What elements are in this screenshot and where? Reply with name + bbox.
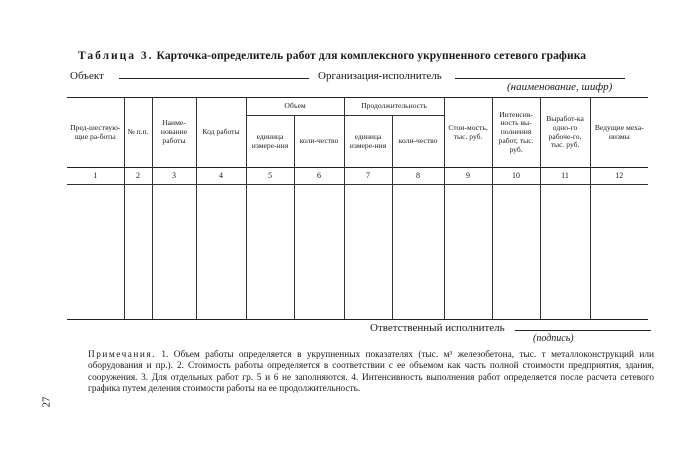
signature-field-line[interactable] (515, 320, 651, 331)
table-cell-empty[interactable] (344, 185, 392, 320)
page-number: 27 (40, 396, 53, 408)
col-number: 2 (124, 168, 152, 185)
group-header-duration: Продолжительность (344, 98, 444, 116)
col-number: 4 (196, 168, 246, 185)
org-field-line[interactable] (455, 68, 625, 79)
object-label: Объект (70, 70, 104, 82)
col-header-duration-unit: единица измере-ния (344, 116, 392, 168)
object-field-line[interactable] (119, 68, 309, 79)
notes-paragraph (88, 350, 654, 396)
notes-text: 1. Объем работы определяется в укрупненных показателях (тыс. м³ железобетона, тыс. т металлоконструкций или оборудования и пр.). 2. Стоимость работы определяется в соответствии с ее объемом как часть полной стоимости предприятия, здания, сооружения. 3. Для отдельных работ гр. 5 и 6 не заполняются. 4. Интенсивность выполнения работ определяется после расчета сетевого графика путем деления стоимости работы на ее продолжительность. (88, 350, 654, 395)
col-header-cost: Стои-мость, тыс. руб. (444, 98, 492, 168)
col-number: 7 (344, 168, 392, 185)
table-title-lead: Таблица 3. (78, 50, 154, 62)
responsible-row (370, 320, 651, 334)
table-cell-empty[interactable] (124, 185, 152, 320)
col-number: 11 (540, 168, 590, 185)
table-cell-empty[interactable] (67, 185, 124, 320)
table-title (78, 50, 678, 62)
table-cell-empty[interactable] (492, 185, 540, 320)
col-header-preceding: Пред-шествую-щие ра-боты (67, 98, 124, 168)
org-hint: (наименование, шифр) (507, 81, 613, 93)
table-cell-empty[interactable] (196, 185, 246, 320)
table-cell-empty[interactable] (294, 185, 344, 320)
col-number: 10 (492, 168, 540, 185)
group-header-volume: Объем (246, 98, 344, 116)
col-header-number: № п.п. (124, 98, 152, 168)
col-header-name: Наиме-нование работы (152, 98, 196, 168)
table-cell-empty[interactable] (152, 185, 196, 320)
table-cell-empty[interactable] (540, 185, 590, 320)
col-header-volume-qty: коли-чество (294, 116, 344, 168)
col-number: 9 (444, 168, 492, 185)
table-cell-empty[interactable] (392, 185, 444, 320)
col-number: 5 (246, 168, 294, 185)
col-header-volume-unit: единица измере-ния (246, 116, 294, 168)
org-row (318, 68, 625, 82)
col-number: 8 (392, 168, 444, 185)
notes-lead: Примечания. (88, 350, 156, 360)
table-cell-empty[interactable] (246, 185, 294, 320)
col-number: 12 (590, 168, 648, 185)
col-header-output: Выработ-ка одно-го рабоче-го, тыс. руб. (540, 98, 590, 168)
object-row (70, 68, 309, 82)
signature-hint: (подпись) (533, 333, 574, 344)
col-number: 3 (152, 168, 196, 185)
col-number: 6 (294, 168, 344, 185)
col-header-duration-qty: коли-чество (392, 116, 444, 168)
table-title-text: Карточка-определитель работ для комплексного укрупненного сетевого графика (156, 50, 587, 62)
org-label: Организация-исполнитель (318, 70, 442, 82)
table-cell-empty[interactable] (444, 185, 492, 320)
col-number: 1 (67, 168, 124, 185)
table-cell-empty[interactable] (590, 185, 648, 320)
responsible-label: Ответственный исполнитель (370, 322, 505, 334)
col-header-code: Код работы (196, 98, 246, 168)
work-card-table (67, 97, 648, 320)
col-header-machines: Ведущие меха-низмы (590, 98, 648, 168)
col-header-intensity: Интенсив-ность вы-полнения работ, тыс. руб. (492, 98, 540, 168)
